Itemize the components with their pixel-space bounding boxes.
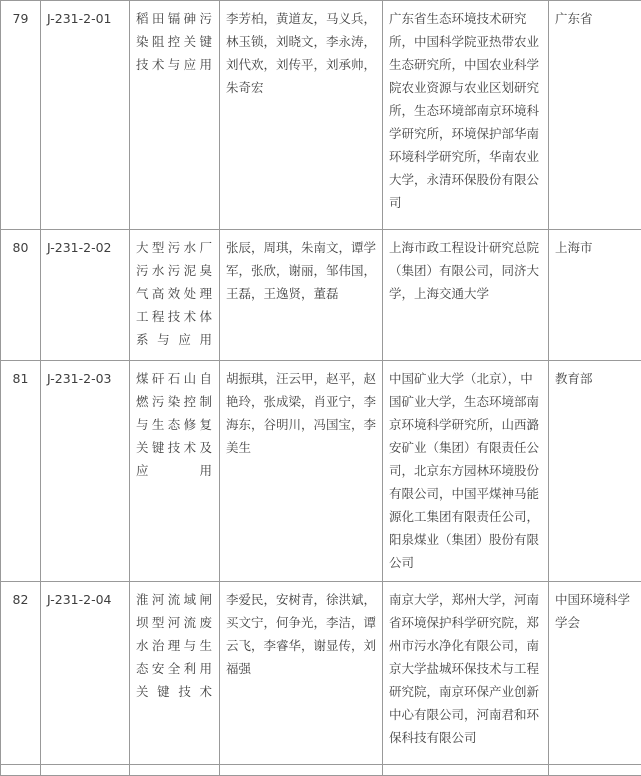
row-number: 80 (1, 230, 41, 361)
nominator: 上海市 (549, 230, 641, 361)
empty-cell (130, 765, 220, 776)
nominator: 广东省 (549, 1, 641, 230)
main-contributors: 李芳柏，黄道友，马义兵，林玉锁，刘晓文，李永涛，刘代欢，刘传平，刘承帅，朱奇宏 (220, 1, 383, 230)
empty-cell (1, 765, 41, 776)
table-row (1, 1, 641, 230)
project-code: J-231-2-04 (41, 582, 130, 765)
main-contributors: 张辰，周琪，朱南文，谭学军，张欣，谢丽，邹伟国，王磊，王逸贤，董磊 (220, 230, 383, 361)
project-title: 煤矸石山自燃污染控制与生态修复关键技术及应用 (130, 361, 220, 582)
completing-units: 上海市政工程设计研究总院（集团）有限公司，同济大学，上海交通大学 (383, 230, 549, 361)
empty-cell (41, 765, 130, 776)
empty-cell (383, 765, 549, 776)
project-title: 大型污水厂污水污泥臭气高效处理工程技术体系与应用 (130, 230, 220, 361)
project-code: J-231-2-02 (41, 230, 130, 361)
main-contributors: 胡振琪，汪云甲，赵平，赵艳玲，张成梁，肖亚宁，李海东，谷明川，冯国宝，李美生 (220, 361, 383, 582)
table-row (1, 361, 641, 582)
completing-units: 南京大学，郑州大学，河南省环境保护科学研究院，郑州市污水净化有限公司，南京大学盐城环保技术与工程研究院，南京环保产业创新中心有限公司，河南君和环保科技有限公司 (383, 582, 549, 765)
table-row (1, 582, 641, 765)
table-row (1, 230, 641, 361)
completing-units: 广东省生态环境技术研究所，中国科学院亚热带农业生态研究所，中国农业科学院农业资源与农业区划研究所，生态环境部南京环境科学研究所，环境保护部华南环境科学研究所，华南农业大学，永清环保股份有限公司 (383, 1, 549, 230)
row-number: 81 (1, 361, 41, 582)
project-title: 淮河流域闸坝型河流废水治理与生态安全利用关键技术 (130, 582, 220, 765)
row-number: 79 (1, 1, 41, 230)
nominator: 教育部 (549, 361, 641, 582)
row-number: 82 (1, 582, 41, 765)
nominator: 中国环境科学学会 (549, 582, 641, 765)
project-code: J-231-2-03 (41, 361, 130, 582)
project-title: 稻田镉砷污染阻控关键技术与应用 (130, 1, 220, 230)
empty-cell (220, 765, 383, 776)
table-row-partial (1, 765, 641, 776)
completing-units: 中国矿业大学（北京），中国矿业大学，生态环境部南京环境科学研究所，山西潞安矿业（集团）有限责任公司，北京东方园林环境股份有限公司，中国平煤神马能源化工集团有限责任公司，阳泉煤业（集团）股份有限公司 (383, 361, 549, 582)
empty-cell (549, 765, 641, 776)
main-contributors: 李爱民，安树青，徐洪斌，买文宁，何争光，李洁，谭云飞，李睿华，谢显传，刘福强 (220, 582, 383, 765)
project-code: J-231-2-01 (41, 1, 130, 230)
